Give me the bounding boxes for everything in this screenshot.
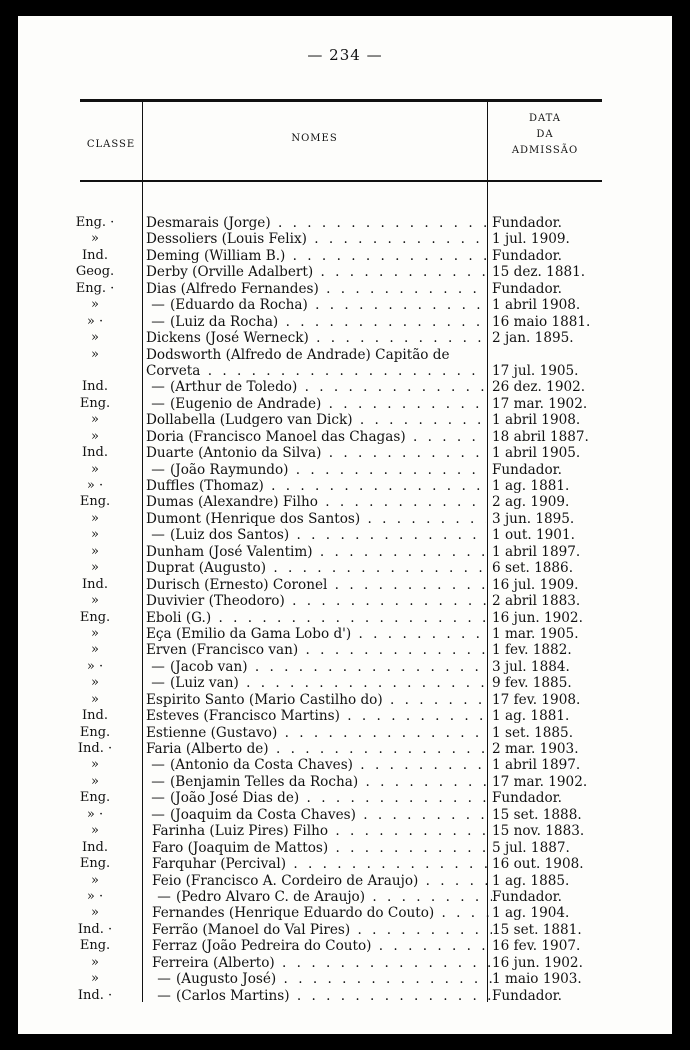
nome-text: Eça (Emilio da Gama Lobo d') . . .: [146, 626, 486, 642]
table-row: [18, 231, 672, 247]
classe-cell: Eng.: [79, 609, 111, 625]
ditto-dash: —: [151, 806, 165, 823]
classe-cell: »: [91, 461, 99, 477]
nome-cell: [146, 297, 486, 313]
classe-cell: »: [91, 428, 99, 444]
nome-cell: [152, 856, 492, 872]
classe-cell: Ind.: [82, 445, 108, 461]
header-admissao: ADMISSÃO: [511, 145, 579, 156]
nome-cell: [146, 215, 486, 231]
nome-text: Estienne (Gustavo) . . .: [146, 725, 486, 741]
nome-cell: [146, 659, 486, 675]
nome-text: Fernandes (Henrique Eduardo do Couto) . . .: [152, 905, 492, 921]
nome-cell: [146, 347, 486, 363]
data-cell: 26 dez. 1902.: [492, 379, 586, 396]
nome-text: Durisch (Ernesto) Coronel . . .: [146, 577, 486, 593]
classe-cell: Geog.: [75, 264, 115, 280]
nome-cell: [152, 823, 492, 839]
nome-cell: [152, 889, 492, 905]
nome-cell: [146, 231, 486, 247]
table-row: [18, 610, 672, 626]
data-cell: 2 abril 1883.: [492, 593, 581, 610]
classe-cell: Eng.: [79, 395, 111, 411]
table-row: [18, 873, 672, 889]
nome-cell: [146, 774, 486, 790]
classe-cell: »: [91, 954, 99, 970]
classe-cell: Eng.: [79, 724, 111, 740]
table-row: [18, 626, 672, 642]
data-cell: 1 out. 1901.: [492, 527, 575, 544]
nome-cell: [146, 281, 486, 297]
table-row: [18, 840, 672, 856]
nome-text: Doria (Francisco Manoel das Chagas) . . .: [146, 429, 486, 445]
table-row: [18, 922, 672, 938]
members-table: [18, 215, 672, 1004]
classe-cell: »: [91, 527, 99, 543]
nome-text: Duprat (Augusto) . . .: [146, 560, 486, 576]
ditto-dash: —: [151, 461, 165, 478]
ditto-dash: —: [151, 773, 165, 790]
data-cell: 18 abril 1887.: [492, 428, 589, 445]
nome-cell: [146, 560, 486, 576]
data-cell: 2 jan. 1895.: [492, 330, 574, 347]
ditto-dash: —: [151, 790, 165, 807]
nome-text: Esteves (Francisco Martins) . . .: [146, 708, 486, 724]
table-row: [18, 725, 672, 741]
data-cell: Fundador.: [492, 215, 562, 231]
nome-cell: [146, 396, 486, 412]
nome-cell: [146, 757, 486, 773]
nome-cell: [146, 462, 486, 478]
table-row: [18, 856, 672, 872]
nome-text: (João José Dias de) . . .: [170, 790, 486, 806]
classe-cell: »: [91, 757, 99, 773]
nome-cell: [146, 790, 486, 806]
table-row: [18, 971, 672, 987]
classe-cell: » ·: [86, 313, 104, 329]
nome-text: Eboli (G.) . . .: [146, 610, 486, 626]
data-cell: 1 jul. 1909.: [492, 231, 570, 248]
classe-cell: »: [91, 510, 99, 526]
classe-cell: Ind.: [82, 379, 108, 395]
data-cell: 16 fev. 1907.: [492, 938, 581, 955]
ditto-dash: —: [151, 395, 165, 412]
data-cell: 1 abril 1905.: [492, 445, 581, 462]
classe-cell: Ind.: [82, 576, 108, 592]
data-cell: 1 mar. 1905.: [492, 625, 579, 642]
nome-text: Feio (Francisco A. Cordeiro de Araujo) . . .: [152, 873, 492, 889]
nome-text: Dumont (Henrique dos Santos) . . .: [146, 511, 486, 527]
nome-cell: [146, 478, 486, 494]
nome-cell: [146, 626, 486, 642]
table-row: [18, 905, 672, 921]
classe-cell: »: [91, 691, 99, 707]
table-row: [18, 544, 672, 560]
table-row: [18, 314, 672, 330]
nome-cell: [152, 955, 492, 971]
ditto-dash: —: [151, 313, 165, 330]
top-rule: [80, 99, 602, 102]
nome-cell: [152, 922, 492, 938]
table-row: [18, 659, 672, 675]
classe-cell: Ind.: [82, 839, 108, 855]
nome-text: Dunham (José Valentim) . . .: [146, 544, 486, 560]
nome-text: Dickens (José Werneck) . . .: [146, 330, 486, 346]
nome-cell: [146, 264, 486, 280]
data-cell: 1 fev. 1882.: [492, 642, 572, 659]
nome-text: Dodsworth (Alfredo de Andrade) Capitão de: [146, 346, 450, 363]
book-page: [18, 16, 672, 1034]
nome-text: Farinha (Luiz Pires) Filho . . .: [152, 823, 492, 839]
classe-cell: »: [91, 543, 99, 559]
nome-text: Duarte (Antonio da Silva) . . .: [146, 445, 486, 461]
data-cell: 15 set. 1881.: [492, 921, 582, 938]
data-cell: 1 maio 1903.: [492, 971, 582, 988]
nome-text: (Pedro Alvaro C. de Araujo) . . .: [176, 889, 492, 905]
ditto-dash: —: [151, 658, 165, 675]
table-row: [18, 692, 672, 708]
classe-cell: »: [91, 346, 99, 362]
nome-text: (Luiz da Rocha) . . .: [170, 314, 486, 330]
nome-cell: [146, 511, 486, 527]
nome-text: Farquhar (Percival) . . .: [152, 856, 492, 872]
table-row: [18, 790, 672, 806]
classe-cell: »: [91, 905, 99, 921]
data-cell: 3 jul. 1884.: [492, 658, 570, 675]
table-row: [18, 429, 672, 445]
nome-text: Duvivier (Theodoro) . . .: [146, 593, 486, 609]
classe-cell: Ind. ·: [77, 987, 113, 1003]
table-row: [18, 675, 672, 691]
table-row: [18, 215, 672, 231]
nome-text: (Augusto José) . . .: [176, 971, 492, 987]
header-data: DATA: [528, 113, 562, 124]
data-cell: 1 abril 1897.: [492, 543, 581, 560]
nome-text: Dumas (Alexandre) Filho . . .: [146, 494, 486, 510]
nome-text: Derby (Orville Adalbert) . . .: [146, 264, 486, 280]
data-cell: 9 fev. 1885.: [492, 675, 572, 692]
data-cell: 1 abril 1908.: [492, 412, 581, 429]
data-cell: 16 maio 1881.: [492, 313, 591, 330]
classe-cell: »: [91, 297, 99, 313]
nome-cell: [152, 988, 492, 1004]
ditto-dash: —: [151, 527, 165, 544]
table-row: [18, 297, 672, 313]
nome-text: Espirito Santo (Mario Castilho do) . . .: [146, 692, 486, 708]
classe-cell: »: [91, 412, 99, 428]
data-cell: Fundador.: [492, 247, 562, 264]
ditto-dash: —: [151, 757, 165, 774]
nome-cell: [146, 379, 486, 395]
classe-cell: »: [91, 330, 99, 346]
nome-text: (Joaquim da Costa Chaves) . . .: [170, 807, 486, 823]
nome-text: Ferrão (Manoel do Val Pires) . . .: [152, 922, 492, 938]
nome-cell: [146, 692, 486, 708]
table-row: [18, 363, 672, 379]
table-row: [18, 708, 672, 724]
nome-text: (Arthur de Toledo) . . .: [170, 379, 486, 395]
nome-cell: [146, 544, 486, 560]
nome-cell: [146, 708, 486, 724]
nome-cell: [152, 971, 492, 987]
nome-cell: [146, 610, 486, 626]
ditto-dash: —: [151, 379, 165, 396]
ditto-dash: —: [157, 971, 171, 988]
table-row: [18, 412, 672, 428]
ditto-dash: —: [157, 987, 171, 1004]
ditto-dash: —: [151, 297, 165, 314]
classe-cell: »: [91, 773, 99, 789]
classe-cell: » ·: [86, 658, 104, 674]
nome-cell: [146, 725, 486, 741]
data-cell: 17 fev. 1908.: [492, 691, 581, 708]
data-cell: 16 jun. 1902.: [492, 954, 583, 971]
data-cell: 16 out. 1908.: [492, 856, 584, 873]
nome-cell: [152, 840, 492, 856]
table-row: [18, 593, 672, 609]
classe-cell: Eng. ·: [75, 280, 115, 296]
data-cell: 2 mar. 1903.: [492, 741, 579, 757]
nome-cell: [146, 429, 486, 445]
table-row: [18, 264, 672, 280]
nome-text: (Carlos Martins) . . .: [176, 988, 492, 1004]
nome-cell: [152, 938, 492, 954]
nome-cell: [146, 314, 486, 330]
table-row: [18, 988, 672, 1004]
data-cell: Fundador.: [492, 280, 562, 297]
classe-cell: » ·: [86, 478, 104, 493]
table-row: [18, 889, 672, 905]
data-cell: 1 abril 1897.: [492, 757, 581, 774]
nome-text: Corveta . . .: [146, 363, 486, 379]
nome-text: (Luiz van) . . .: [170, 675, 486, 691]
data-cell: 15 nov. 1883.: [492, 823, 585, 840]
nome-text: (Jacob van) . . .: [170, 659, 486, 675]
data-cell: 1 abril 1908.: [492, 297, 581, 314]
nome-text: (Benjamin Telles da Rocha) . . .: [170, 774, 486, 790]
nome-cell: [152, 873, 492, 889]
table-row: [18, 347, 672, 363]
data-cell: 1 ag. 1881.: [492, 708, 570, 725]
classe-cell: »: [91, 642, 99, 658]
nome-cell: [146, 741, 486, 757]
classe-cell: Eng. ·: [75, 215, 115, 230]
nome-cell: [146, 494, 486, 510]
table-row: [18, 478, 672, 494]
table-row: [18, 642, 672, 658]
data-cell: 6 set. 1886.: [492, 560, 574, 577]
data-cell: 2 ag. 1909.: [492, 494, 570, 511]
header-classe: CLASSE: [86, 139, 136, 150]
nome-cell: [146, 363, 486, 379]
data-cell: 17 jul. 1905.: [492, 362, 579, 379]
ditto-dash: —: [157, 888, 171, 905]
data-cell: Fundador.: [492, 790, 562, 807]
table-row: [18, 938, 672, 954]
nome-cell: [146, 807, 486, 823]
classe-cell: »: [91, 231, 99, 247]
classe-cell: »: [91, 675, 99, 691]
nome-text: Faria (Alberto de) . . .: [146, 741, 486, 757]
nome-text: (Eduardo da Rocha) . . .: [170, 297, 486, 313]
table-row: [18, 741, 672, 757]
classe-cell: Eng.: [79, 938, 111, 954]
data-cell: 15 dez. 1881.: [492, 264, 586, 281]
nome-text: Erven (Francisco van) . . .: [146, 642, 486, 658]
classe-cell: »: [91, 872, 99, 888]
nome-cell: [146, 248, 486, 264]
table-row: [18, 379, 672, 395]
table-row: [18, 577, 672, 593]
nome-cell: [146, 330, 486, 346]
nome-cell: [146, 642, 486, 658]
table-row: [18, 330, 672, 346]
classe-cell: » ·: [86, 888, 104, 904]
data-cell: 1 set. 1885.: [492, 724, 574, 741]
data-cell: 3 jun. 1895.: [492, 510, 575, 527]
nome-text: Dias (Alfredo Fernandes) . . .: [146, 281, 486, 297]
data-cell: 1 ag. 1881.: [492, 478, 570, 494]
nome-text: Dessoliers (Louis Felix) . . .: [146, 231, 486, 247]
classe-cell: »: [91, 971, 99, 987]
classe-cell: Eng.: [79, 790, 111, 806]
data-cell: 17 mar. 1902.: [492, 395, 588, 412]
data-cell: 1 ag. 1885.: [492, 872, 570, 889]
nome-text: Desmarais (Jorge) . . .: [146, 215, 486, 231]
ditto-dash: —: [151, 675, 165, 692]
table-row: [18, 494, 672, 510]
nome-text: Dollabella (Ludgero van Dick) . . .: [146, 412, 486, 428]
table-row: [18, 248, 672, 264]
nome-text: (Eugenio de Andrade) . . .: [170, 396, 486, 412]
table-row: [18, 757, 672, 773]
classe-cell: Eng.: [79, 494, 111, 510]
classe-cell: » ·: [86, 806, 104, 822]
table-row: [18, 527, 672, 543]
classe-cell: Ind.: [82, 708, 108, 724]
data-cell: Fundador.: [492, 888, 562, 905]
nome-text: Ferraz (João Pedreira do Couto) . . .: [152, 938, 492, 954]
table-row: [18, 955, 672, 971]
classe-cell: Eng.: [79, 856, 111, 872]
nome-cell: [146, 577, 486, 593]
nome-cell: [146, 675, 486, 691]
data-cell: Fundador.: [492, 461, 562, 478]
header-da: DA: [536, 129, 554, 140]
table-row: [18, 396, 672, 412]
classe-cell: »: [91, 823, 99, 839]
classe-cell: »: [91, 593, 99, 609]
classe-cell: Ind.: [82, 247, 108, 263]
header-nomes: NOMES: [291, 133, 338, 144]
data-cell: 15 set. 1888.: [492, 806, 582, 823]
nome-text: (Antonio da Costa Chaves) . . .: [170, 757, 486, 773]
nome-text: (João Raymundo) . . .: [170, 462, 486, 478]
nome-text: Duffles (Thomaz) . . .: [146, 478, 486, 494]
classe-cell: »: [91, 560, 99, 576]
nome-cell: [146, 593, 486, 609]
table-row: [18, 445, 672, 461]
data-cell: 5 jul. 1887.: [492, 839, 570, 856]
table-row: [18, 807, 672, 823]
nome-text: Faro (Joaquim de Mattos) . . .: [152, 840, 492, 856]
data-cell: Fundador.: [492, 987, 562, 1004]
data-cell: 17 mar. 1902.: [492, 773, 588, 790]
nome-text: (Luiz dos Santos) . . .: [170, 527, 486, 543]
nome-cell: [146, 412, 486, 428]
table-row: [18, 462, 672, 478]
nome-cell: [152, 905, 492, 921]
table-row: [18, 281, 672, 297]
classe-cell: Ind. ·: [77, 741, 113, 756]
nome-cell: [146, 445, 486, 461]
classe-cell: Ind. ·: [77, 921, 113, 937]
data-cell: 16 jun. 1902.: [492, 609, 583, 626]
data-cell: 16 jul. 1909.: [492, 576, 579, 593]
nome-text: Deming (William B.) . . .: [146, 248, 486, 264]
table-row: [18, 823, 672, 839]
data-cell: 1 ag. 1904.: [492, 905, 570, 922]
classe-cell: »: [91, 625, 99, 641]
page-number: — 234 —: [307, 46, 383, 64]
table-row: [18, 511, 672, 527]
nome-text: Ferreira (Alberto) . . .: [152, 955, 492, 971]
table-row: [18, 560, 672, 576]
header-bottom-rule: [80, 180, 602, 182]
nome-cell: [146, 527, 486, 543]
table-row: [18, 774, 672, 790]
